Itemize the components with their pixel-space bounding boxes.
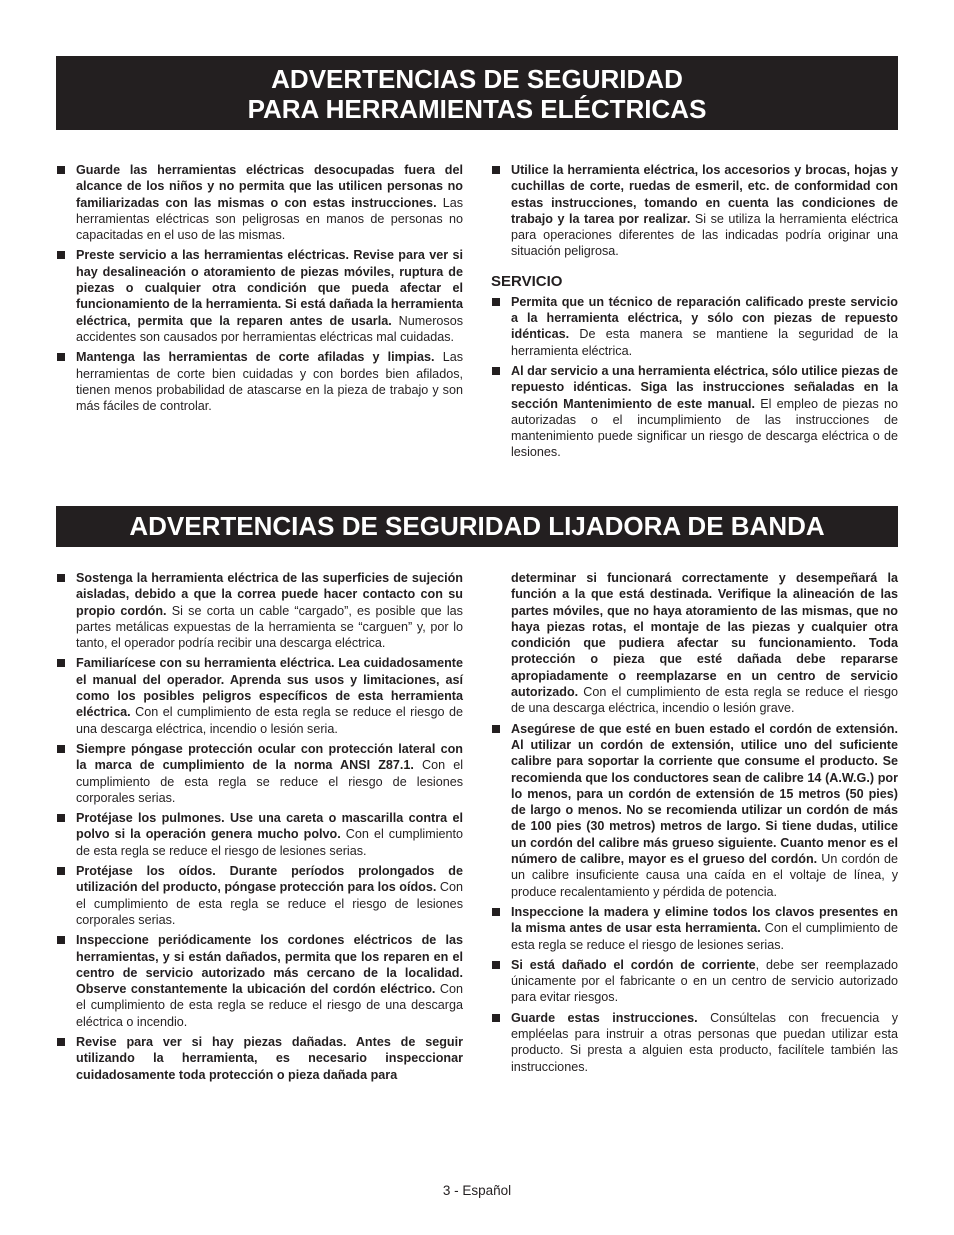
list-item: Utilice la herramienta eléctrica, los accesorios y brocas, hojas y cuchillas de corte, ruedas de esmeril, etc. de conformidad con estas instrucciones, tomando en cuenta las condiciones de trabajo y la tarea por realizar. Si se utiliza la herramienta eléctrica para operaciones diferentes de las indicadas podría originar una situación peligrosa. xyxy=(491,162,898,260)
bullet-square-icon xyxy=(57,814,65,822)
list-item: Siempre póngase protección ocular con protección lateral con la marca de cumplimiento de la norma ANSI Z87.1. Con el cumplimiento de esta regla se reduce el riesgo de lesiones corporales serias. xyxy=(56,741,463,806)
banner-title-line-1: ADVERTENCIAS DE SEGURIDAD xyxy=(271,64,683,94)
bullet-square-icon xyxy=(57,936,65,944)
general-safety-left-column xyxy=(56,162,463,418)
list-item: Guarde estas instrucciones. Consúltelas con frecuencia y empléelas para instruir a otras personas que puedan utilizar esta producto. Si presta a alguien esta producto, facilítele también las instrucciones. xyxy=(491,1010,898,1075)
list-item: Familiarícese con su herramienta eléctrica. Lea cuidadosamente el manual del operador. Aprenda sus usos y limitaciones, así como los posibles peligros específicos de esta herramienta eléctrica. Con el cumplimiento de esta regla se reduce el riesgo de una descarga eléctrica, incendio o lesión seria. xyxy=(56,655,463,736)
page-number: 3 - Español xyxy=(442,1183,512,1198)
list-item: Protéjase los pulmones. Use una careta o mascarilla contra el polvo si la operación genera mucho polvo. Con el cumplimiento de esta regla se reduce el riesgo de lesiones serias. xyxy=(56,810,463,859)
list-item: Inspeccione periódicamente los cordones eléctricos de las herramientas, y si están dañados, permita que los reparen en el centro de servicio autorizado más cercano de la localidad. Observe constantemente la ubicación del cordón eléctrico. Con el cumplimiento de esta regla se reduce el riesgo de una descarga eléctrica o incendio. xyxy=(56,932,463,1030)
list-item: Si está dañado el cordón de corriente, debe ser reemplazado únicamente por el fabricante o en un centro de servicio autorizado para evitar riesgos. xyxy=(491,957,898,1006)
bullet-square-icon xyxy=(57,166,65,174)
belt-sander-left-column xyxy=(56,570,463,1087)
list-item: Permita que un técnico de reparación calificado preste servicio a la herramienta eléctrica, y sólo con piezas de repuesto idénticas. De esta manera se mantiene la seguridad de la herramienta eléctrica. xyxy=(491,294,898,359)
bullet-square-icon xyxy=(57,659,65,667)
bullet-square-icon xyxy=(57,251,65,259)
bullet-square-icon xyxy=(492,166,500,174)
bullet-square-icon xyxy=(492,725,500,733)
section-banner-general-safety xyxy=(56,56,898,130)
belt-sander-right-column xyxy=(491,570,898,1079)
servicio-heading: SERVICIO xyxy=(491,272,563,290)
general-safety-right-column xyxy=(491,162,898,465)
list-item: Guarde las herramientas eléctricas desocupadas fuera del alcance de los niños y no permita que las utilicen personas no familiarizadas con las mismas o con estas instrucciones. Las herramientas eléctricas son peligrosas en manos de personas no capacitadas en el uso de las mismas. xyxy=(56,162,463,243)
bullet-square-icon xyxy=(57,1038,65,1046)
bullet-square-icon xyxy=(57,353,65,361)
bullet-square-icon xyxy=(57,574,65,582)
bullet-square-icon xyxy=(492,298,500,306)
banner-title: ADVERTENCIAS DE SEGURIDAD LIJADORA DE BANDA xyxy=(129,511,825,541)
list-item: Mantenga las herramientas de corte afiladas y limpias. Las herramientas de corte bien cuidadas y con bordes bien afilados, tienen menos probabilidad de atascarse en la pieza de trabajo y son más fáciles de controlar. xyxy=(56,349,463,414)
list-item: Revise para ver si hay piezas dañadas. Antes de seguir utilizando la herramienta, es necesario inspeccionar cuidadosamente toda protección o pieza dañada para xyxy=(56,1034,463,1083)
list-item: Asegúrese de que esté en buen estado el cordón de extensión. Al utilizar un cordón de extensión, utilice uno del suficiente calibre para soportar la corriente que consume el producto. Se recomienda que los conductores sean de calibre 14 (A.W.G.) por lo menos, para un cordón de extensión de 15 metros (50 pies) de largo o menos. No se recomienda utilizar un cordón de más de 100 pies (30 metros) metros de largo. Si tiene dudas, utilice un cordón del calibre más grueso siguiente. Cuanto menor es el número de calibre, mayor es el grueso del cordón. Un cordón de un calibre insuficiente causa una caída en el voltaje de línea, y produce recalentamiento y pérdida de potencia. xyxy=(491,721,898,900)
bullet-square-icon xyxy=(492,367,500,375)
section-banner-belt-sander xyxy=(56,506,898,547)
bullet-square-icon xyxy=(492,908,500,916)
bullet-square-icon xyxy=(492,961,500,969)
banner-title-line-2: PARA HERRAMIENTAS ELÉCTRICAS xyxy=(247,94,707,124)
list-item: Inspeccione la madera y elimine todos los clavos presentes en la misma antes de usar esta herramienta. Con el cumplimiento de esta regla se reduce el riesgo de lesiones serias. xyxy=(491,904,898,953)
bullet-square-icon xyxy=(57,745,65,753)
bullet-square-icon xyxy=(57,867,65,875)
list-item-continuation: determinar si funcionará correctamente y desempeñará la función a la que está destinada. Verifique la alineación de las partes móviles, que no haya atoramiento de las mismas, que no haya piezas rotas, el montaje de las piezas y cualquier otra condición que pudiera afectar su funcionamiento. Toda protección o pieza que esté dañada debe repararse apropiadamente o reemplazarse en un centro de servicio autorizado. Con el cumplimiento de esta regla se reduce el riesgo de una descarga eléctrica, incendio o lesión grave. xyxy=(511,571,898,716)
list-item: Protéjase los oídos. Durante períodos prolongados de utilización del producto, póngase protección para los oídos. Con el cumplimiento de esta regla se reduce el riesgo de lesiones corporales serias. xyxy=(56,863,463,928)
bullet-square-icon xyxy=(492,1014,500,1022)
list-item: Al dar servicio a una herramienta eléctrica, sólo utilice piezas de repuesto idénticas. Siga las instrucciones señaladas en la sección Mantenimiento de este manual. El empleo de piezas no autorizadas o el incumplimiento de las instrucciones de mantenimiento puede significar un riesgo de descarga eléctrica o de lesiones. xyxy=(491,363,898,461)
list-item: Preste servicio a las herramientas eléctricas. Revise para ver si hay desalineación o atoramiento de piezas móviles, ruptura de piezas o cualquier otra condición que pueda afectar el funcionamiento de la herramienta. Si está dañada la herramienta eléctrica, permita que la reparen antes de usarla. Numerosos accidentes son causados por herramientas eléctricas mal cuidadas. xyxy=(56,247,463,345)
list-item: Sostenga la herramienta eléctrica de las superficies de sujeción aisladas, debido a que la correa puede hacer contacto con su propio cordón. Si se corta un cable “cargado”, es posible que las partes metálicas expuestas de la herramienta se “carguen” y, por lo tanto, el operador podría recibir una descarga eléctrica. xyxy=(56,570,463,651)
